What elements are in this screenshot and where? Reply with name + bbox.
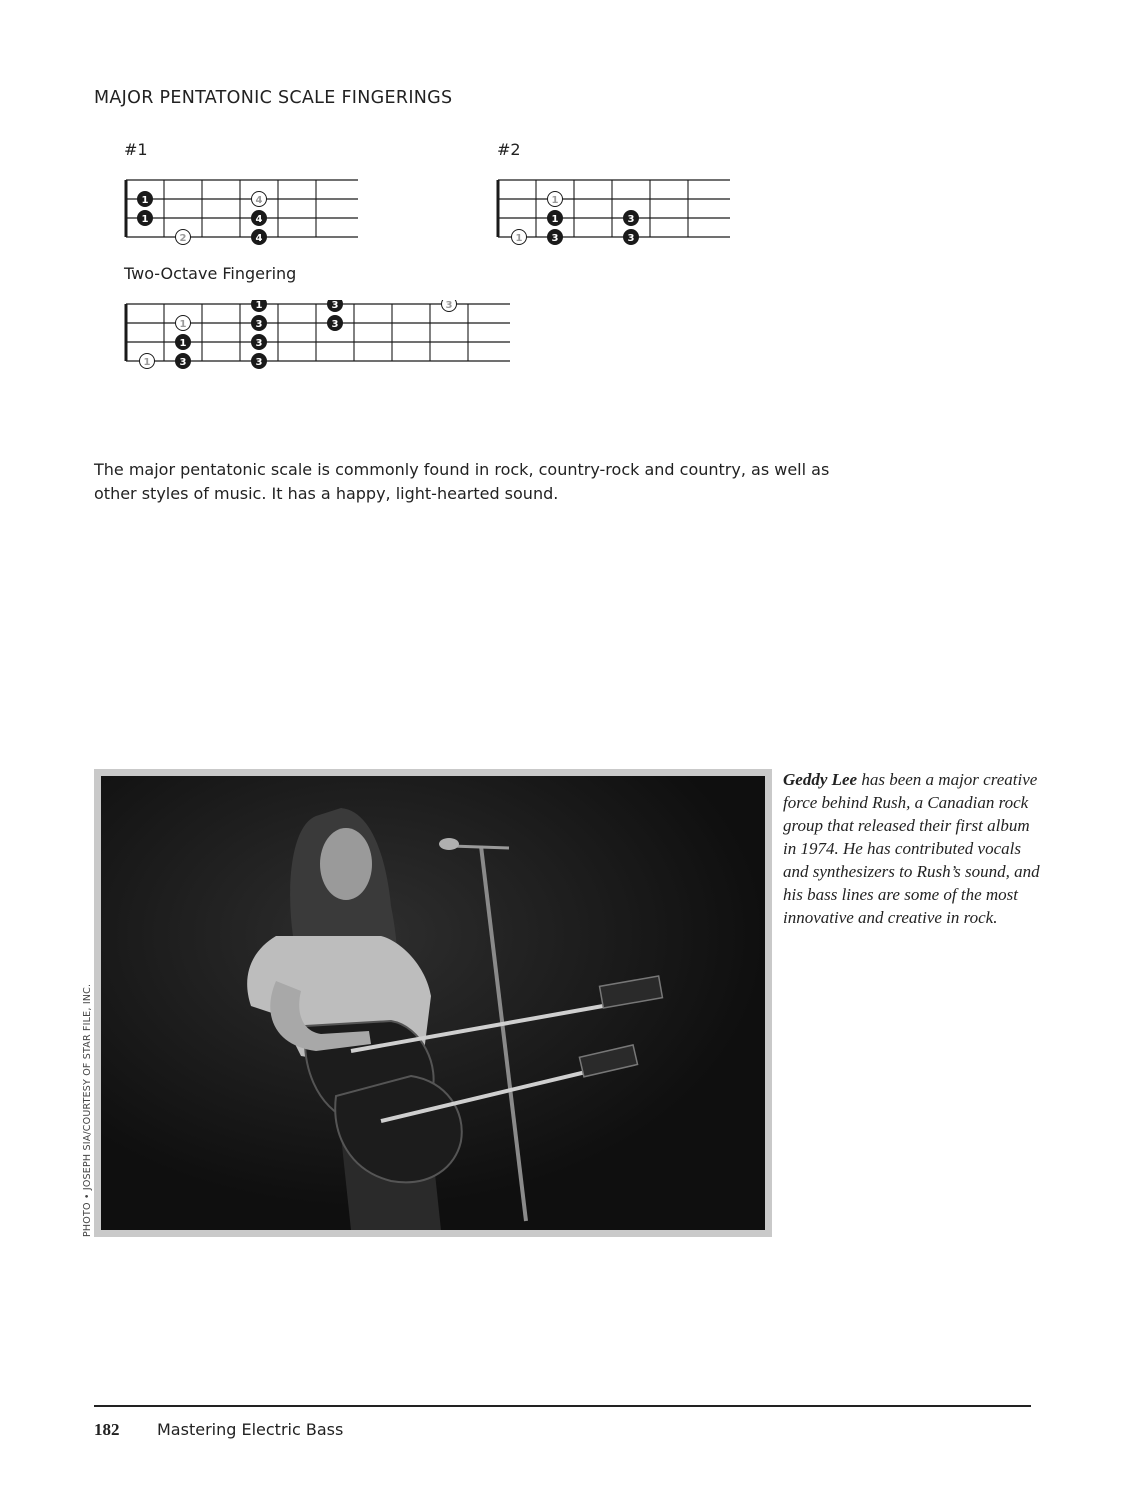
finger-number: 1 xyxy=(141,214,149,225)
finger-number: 4 xyxy=(255,233,263,244)
finger-number: 3 xyxy=(331,300,339,311)
finger-number: 1 xyxy=(551,195,559,206)
finger-number: 3 xyxy=(179,357,187,368)
finger-number: 4 xyxy=(255,195,263,206)
finger-number: 1 xyxy=(179,338,187,349)
photo-illustration xyxy=(101,776,765,1230)
finger-number: 1 xyxy=(143,357,151,368)
diagram-1-label: #1 xyxy=(124,140,148,159)
diagram-2-label: #2 xyxy=(497,140,521,159)
caption-name: Geddy Lee xyxy=(783,770,858,789)
caption-text: has been a major creative force behind Rush, a Canadian rock group that released their first album in 1974. He has contributed vocals and synthesizers to Rush’s sound, and his bass lines are some of the most innovative and creative in rock. xyxy=(783,770,1040,927)
photo-frame xyxy=(94,769,772,1237)
fretboard-diagram-2 xyxy=(490,176,746,246)
book-title: Mastering Electric Bass xyxy=(157,1420,344,1439)
finger-number: 1 xyxy=(515,233,523,244)
finger-number: 4 xyxy=(255,214,263,225)
finger-number: 3 xyxy=(255,338,263,349)
finger-number: 1 xyxy=(141,195,149,206)
finger-number: 1 xyxy=(551,214,559,225)
photo-caption xyxy=(783,768,1043,929)
body-paragraph: The major pentatonic scale is commonly found in rock, country-rock and country, as well as other styles of music. It has a happy, light-hearted sound. xyxy=(94,460,830,503)
page-number: 182 xyxy=(94,1420,120,1439)
finger-number: 2 xyxy=(179,233,187,244)
diagram-two-octave-label: Two-Octave Fingering xyxy=(124,264,297,283)
finger-number: 3 xyxy=(551,233,559,244)
section-title: MAJOR PENTATONIC SCALE FINGERINGS xyxy=(94,88,453,108)
finger-number: 3 xyxy=(627,233,635,244)
finger-number: 3 xyxy=(627,214,635,225)
finger-number: 3 xyxy=(331,319,339,330)
fretboard-diagram-two-octave xyxy=(118,300,524,376)
photo-credit: PHOTO • JOSEPH SIA/COURTESY OF STAR FILE, INC. xyxy=(82,983,93,1237)
fretboard-diagram-1 xyxy=(118,176,374,246)
geddy-lee-photo xyxy=(101,776,765,1230)
footer-rule xyxy=(94,1405,1031,1407)
finger-number: 1 xyxy=(255,300,263,311)
finger-number: 3 xyxy=(255,319,263,330)
finger-number: 1 xyxy=(179,319,187,330)
finger-number: 3 xyxy=(445,300,453,311)
finger-number: 3 xyxy=(255,357,263,368)
